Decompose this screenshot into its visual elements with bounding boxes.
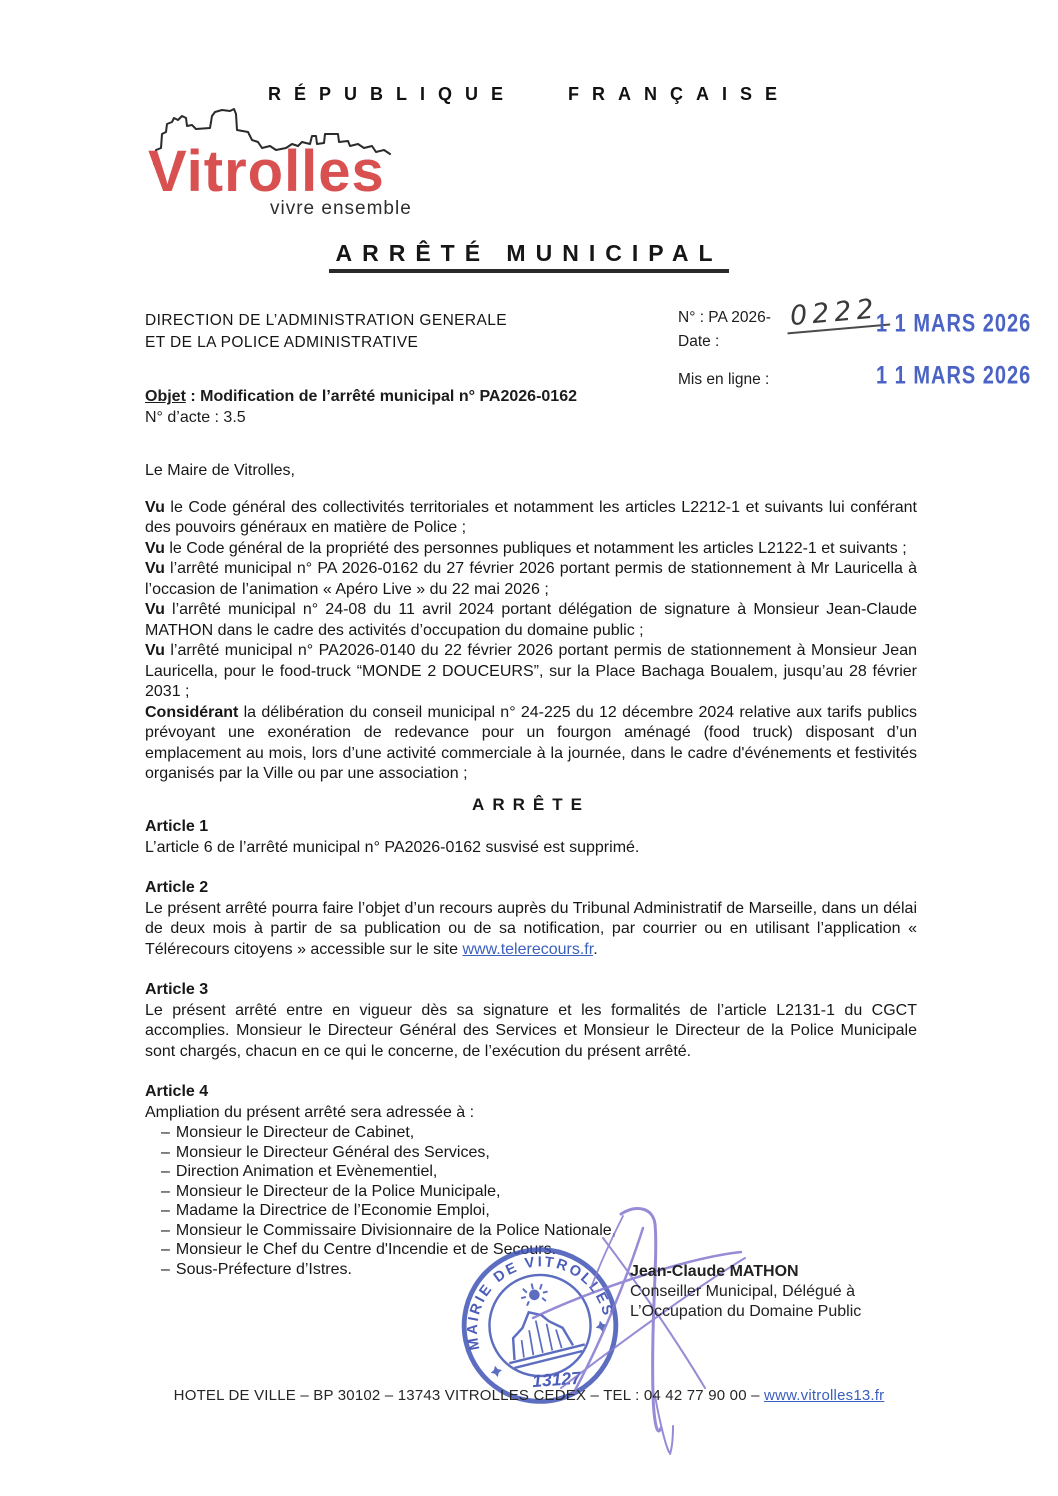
list-item: – Monsieur le Directeur de Cabinet,	[161, 1124, 415, 1141]
list-item: – Monsieur le Chef du Centre d'Incendie et de Secours.	[161, 1241, 557, 1258]
arrete-heading: ARRÊTE	[472, 794, 590, 814]
article-1-text: L’article 6 de l’arrêté municipal n° PA2026-0162 susvisé est supprimé.	[145, 838, 640, 856]
signatory-role-line-2: L’Occupation du Domaine Public	[630, 1303, 862, 1320]
direction-line-2: ET DE LA POLICE ADMINISTRATIVE	[145, 334, 419, 351]
seal-postal-code: 13127	[531, 1367, 582, 1392]
document-title: ARRÊTÉ MUNICIPAL	[0, 240, 1058, 267]
republique-francaise-heading: RÉPUBLIQUE FRANÇAISE	[267, 84, 790, 104]
telerecours-link[interactable]: www.telerecours.fr	[462, 940, 594, 958]
reference-block	[678, 293, 1050, 403]
vitrolles-logo	[148, 106, 448, 221]
mis-en-ligne-label: Mis en ligne :	[678, 371, 770, 388]
issuing-direction	[145, 310, 507, 354]
article-2-text: Le présent arrêté pourra faire l’objet d’un recours auprès du Tribunal Administratif de Marseille, dans un délai de deux mois à partir de sa publication ou de sa notification, par courrier ou en utilisant l’application « Télérecours citoyens » accessible sur le site www.telerecours.fr.	[145, 899, 917, 958]
date-stamp: 1 1 MARS 2026	[876, 310, 1032, 338]
numero-handwritten-value: 0222	[785, 293, 890, 335]
handwritten-signature	[503, 1196, 783, 1456]
signatory-name: Jean-Claude MATHON	[630, 1263, 799, 1280]
article-3-title: Article 3	[145, 981, 209, 998]
list-item: – Direction Animation et Evènementiel,	[161, 1163, 438, 1180]
list-item: – Monsieur le Commissaire Divisionnaire de la Police Nationale,	[161, 1221, 617, 1239]
date-label: Date :	[678, 333, 720, 350]
recital-vu-1: Vu le Code général des collectivités territoriales et notamment les articles L2212-1 et suivants lui conférant des pouvoirs généraux en matière de Police ;	[145, 498, 917, 536]
footer-address: HOTEL DE VILLE – BP 30102 – 13743 VITROLLES CEDEX – TEL : 04 42 77 90 00 – www.vitrolles13.fr	[173, 1387, 885, 1404]
mis-en-ligne-stamp: 1 1 MARS 2026	[876, 362, 1032, 390]
recital-vu-5: Vu l’arrêté municipal n° PA2026-0140 du 22 février 2026 portant permis de stationnement à Monsieur Jean Lauricella, pour le food-truck “MONDE 2 DOUCEURS”, sur la Place Bachaga Boualem, jusqu’au 28 février 2031 ;	[145, 642, 918, 700]
numero-label: N° : PA 2026-	[678, 309, 771, 326]
logo-tagline: vivre ensemble	[270, 198, 412, 219]
objet-label: Objet	[145, 388, 186, 405]
article-2-title: Article 2	[145, 879, 209, 896]
document-body	[145, 461, 917, 1279]
list-item: – Monsieur le Directeur Général des Services,	[161, 1143, 490, 1161]
objet-block	[145, 388, 577, 427]
recital-considerant: Considérant la délibération du conseil municipal n° 24-225 du 12 décembre 2024 relative aux tarifs publics prévoyant une exonération de redevance pour un fourgon aménagé (food truck) disposant d’un emplacement au mois, lors d’une activité commerciale à la journée, dans le cadre d'événements et festivités organisés par la Ville ou par une association ;	[145, 703, 917, 782]
signatory-block	[630, 1262, 861, 1322]
article-1-title: Article 1	[145, 818, 209, 835]
numero-acte: N° d’acte : 3.5	[145, 409, 246, 426]
article-3-text: Le présent arrêté entre en vigueur dès sa signature et les formalités de l’article L2131-1 du CGCT accomplies. Monsieur le Directeur Général des Services et Monsieur le Directeur de la Police Municipale sont chargés, chacun en ce qui le concerne, de l’exécution du présent arrêté.	[145, 1001, 917, 1060]
salutation: Le Maire de Vitrolles,	[145, 462, 295, 479]
article-4-intro: Ampliation du présent arrêté sera adressée à :	[145, 1103, 475, 1121]
recital-vu-3: Vu l’arrêté municipal n° PA 2026-0162 du 27 février 2026 portant permis de stationnement à Mr Lauricella à l’occasion de l’animation « Apéro Live » du 22 mai 2026 ;	[145, 560, 917, 598]
list-item: – Sous-Préfecture d’Istres.	[161, 1260, 352, 1278]
seal-arc-text: MAIRIE DE VITROLLES	[464, 1254, 617, 1352]
vitrolles-website-link[interactable]: www.vitrolles13.fr	[764, 1387, 885, 1404]
list-item: – Madame la Directrice de l’Economie Emploi,	[161, 1202, 490, 1219]
recital-vu-4: Vu l’arrêté municipal n° 24-08 du 11 avril 2024 portant délégation de signature à Monsieur Jean-Claude MATHON dans le cadre des activités d’occupation du domaine public ;	[145, 601, 918, 639]
direction-line-1: DIRECTION DE L’ADMINISTRATION GENERALE	[145, 312, 507, 329]
signatory-role-line-1: Conseiller Municipal, Délégué à	[630, 1283, 856, 1300]
recital-vu-2: Vu le Code général de la propriété des personnes publiques et notamment les articles L2122-1 et suivants ;	[145, 539, 907, 557]
objet-text: : Modification de l’arrêté municipal n° PA2026-0162	[185, 388, 577, 405]
article-4-title: Article 4	[145, 1083, 209, 1100]
list-item: – Monsieur le Directeur de la Police Municipale,	[161, 1182, 501, 1200]
logo-wordmark: Vitrolles	[148, 139, 385, 204]
objet-line	[145, 388, 577, 406]
